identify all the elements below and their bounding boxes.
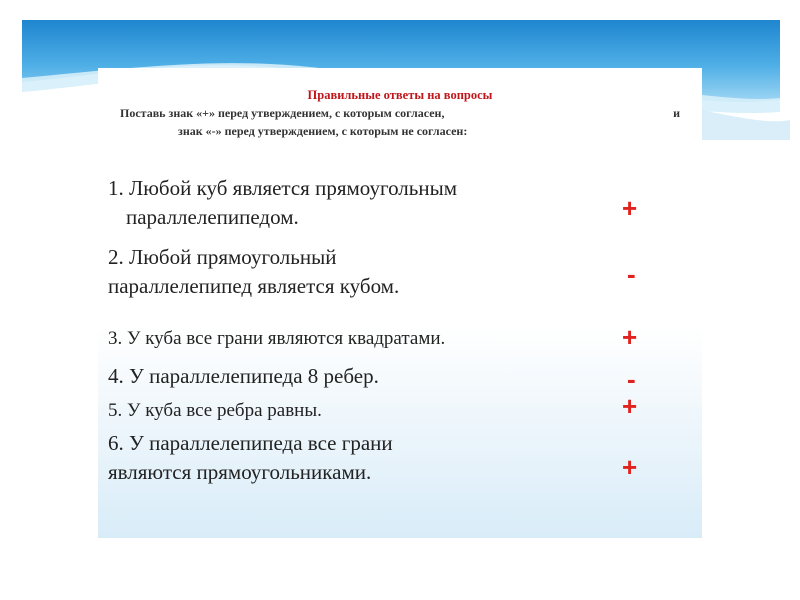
statement-1-line-1: 1. Любой куб является прямоугольным — [108, 176, 457, 200]
statement-3 — [108, 324, 445, 353]
statement-6-line-1: 6. У параллелепипеда все грани — [108, 431, 393, 455]
answer-mark-3: + — [622, 322, 638, 352]
statement-1 — [108, 174, 457, 232]
answer-mark-2: - — [627, 259, 636, 289]
slide-header — [98, 86, 702, 140]
statement-4-line-1: 4. У параллелепипеда 8 ребер. — [108, 364, 379, 388]
instruction-line-1-end: и — [673, 106, 680, 120]
statement-2-line-1: 2. Любой прямоугольный — [108, 245, 337, 269]
statement-1-line-2: параллелепипедом. — [126, 205, 299, 229]
instruction-line-1 — [98, 104, 702, 122]
instruction-line-2: знак «-» перед утверждением, с которым не согласен: — [178, 124, 468, 138]
slide-title: Правильные ответы на вопросы — [307, 88, 493, 102]
statement-2-line-2: параллелепипед является кубом. — [108, 274, 400, 298]
answer-mark-6: + — [622, 452, 638, 482]
statement-2 — [108, 243, 399, 301]
slide-content-card — [98, 68, 702, 538]
answer-mark-5: + — [622, 391, 638, 421]
answer-mark-1: + — [622, 193, 638, 223]
instruction-line-1-text: Поставь знак «+» перед утверждением, с которым согласен, — [120, 106, 445, 120]
answer-mark-4: - — [627, 364, 636, 394]
statement-6-line-2: являются прямоугольниками. — [108, 460, 372, 484]
statement-3-line-1: 3. У куба все грани являются квадратами. — [108, 328, 446, 349]
statement-6 — [108, 429, 393, 487]
statement-4 — [108, 362, 379, 391]
statement-5 — [108, 396, 322, 425]
statement-5-line-1: 5. У куба все ребра равны. — [108, 400, 322, 421]
